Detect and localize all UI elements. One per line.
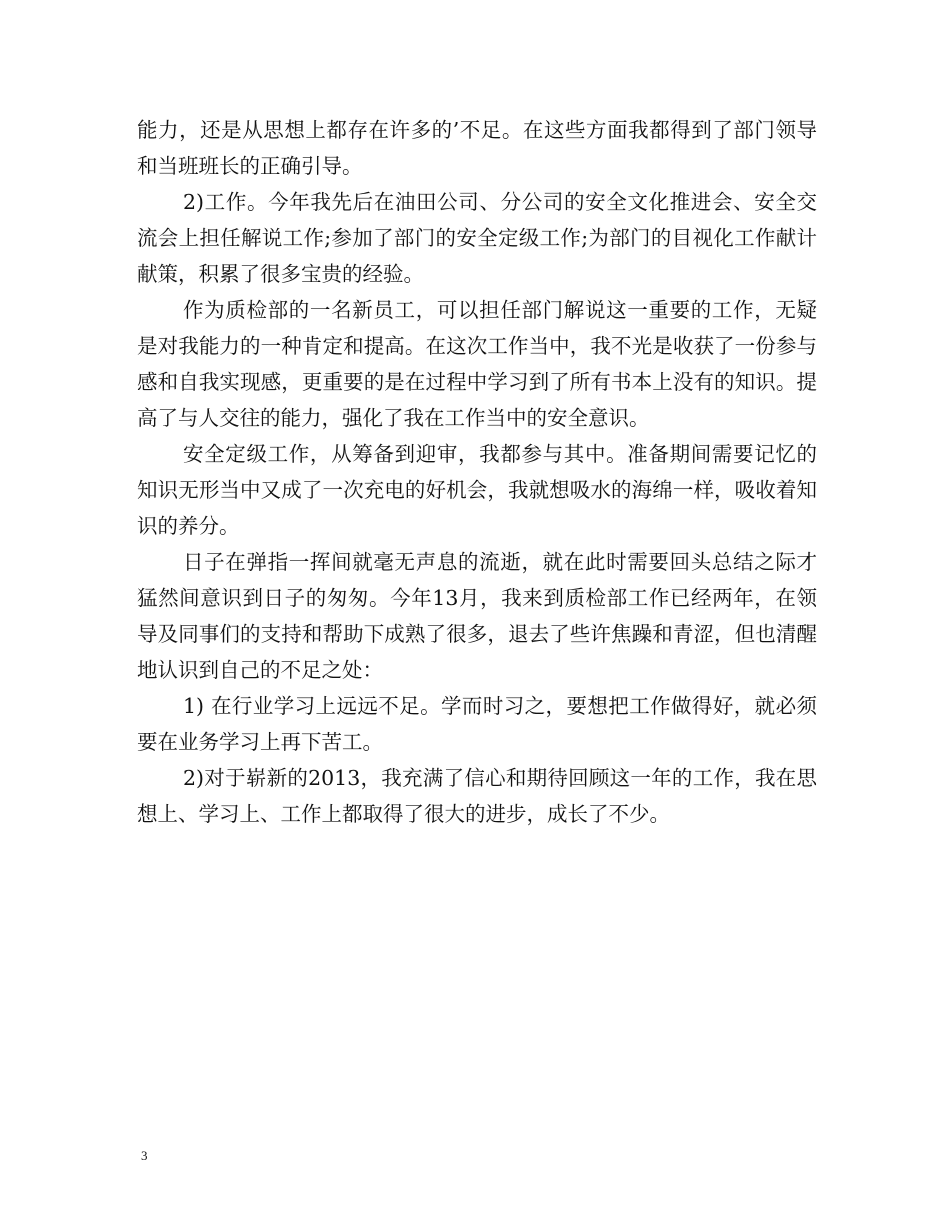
body-text xyxy=(137,112,817,832)
page-number: 3 xyxy=(141,1148,148,1163)
paragraph-5: 日子在弹指一挥间就毫无声息的流逝，就在此时需要回头总结之际才猛然间意识到日子的匆匆。今年13月，我来到质检部工作已经两年，在领导及同事们的支持和帮助下成熟了很多，退去了些许焦躁和青涩，但也清醒地认识到自己的不足之处： xyxy=(137,550,817,682)
paragraph-1: 能力，还是从思想上都存在许多的’不足。在这些方面我都得到了部门领导和当班班长的正确引导。 xyxy=(137,118,817,178)
paragraph-3: 作为质检部的一名新员工，可以担任部门解说这一重要的工作，无疑是对我能力的一种肯定和提高。在这次工作当中，我不光是收获了一份参与感和自我实现感，更重要的是在过程中学习到了所有书本上没有的知识。提高了与人交往的能力，强化了我在工作当中的安全意识。 xyxy=(137,298,817,430)
paragraph-2: 2)工作。今年我先后在油田公司、分公司的安全文化推进会、安全交流会上担任解说工作;参加了部门的安全定级工作;为部门的目视化工作献计献策，积累了很多宝贵的经验。 xyxy=(137,190,817,286)
paragraph-4: 安全定级工作，从筹备到迎审，我都参与其中。准备期间需要记忆的知识无形当中又成了一次充电的好机会，我就想吸水的海绵一样，吸收着知识的养分。 xyxy=(137,442,817,538)
paragraph-6: 1) 在行业学习上远远不足。学而时习之，要想把工作做得好，就必须要在业务学习上再下苦工。 xyxy=(137,694,817,754)
paragraph-7: 2)对于崭新的2013，我充满了信心和期待回顾这一年的工作，我在思想上、学习上、工作上都取得了很大的进步，成长了不少。 xyxy=(137,766,817,826)
